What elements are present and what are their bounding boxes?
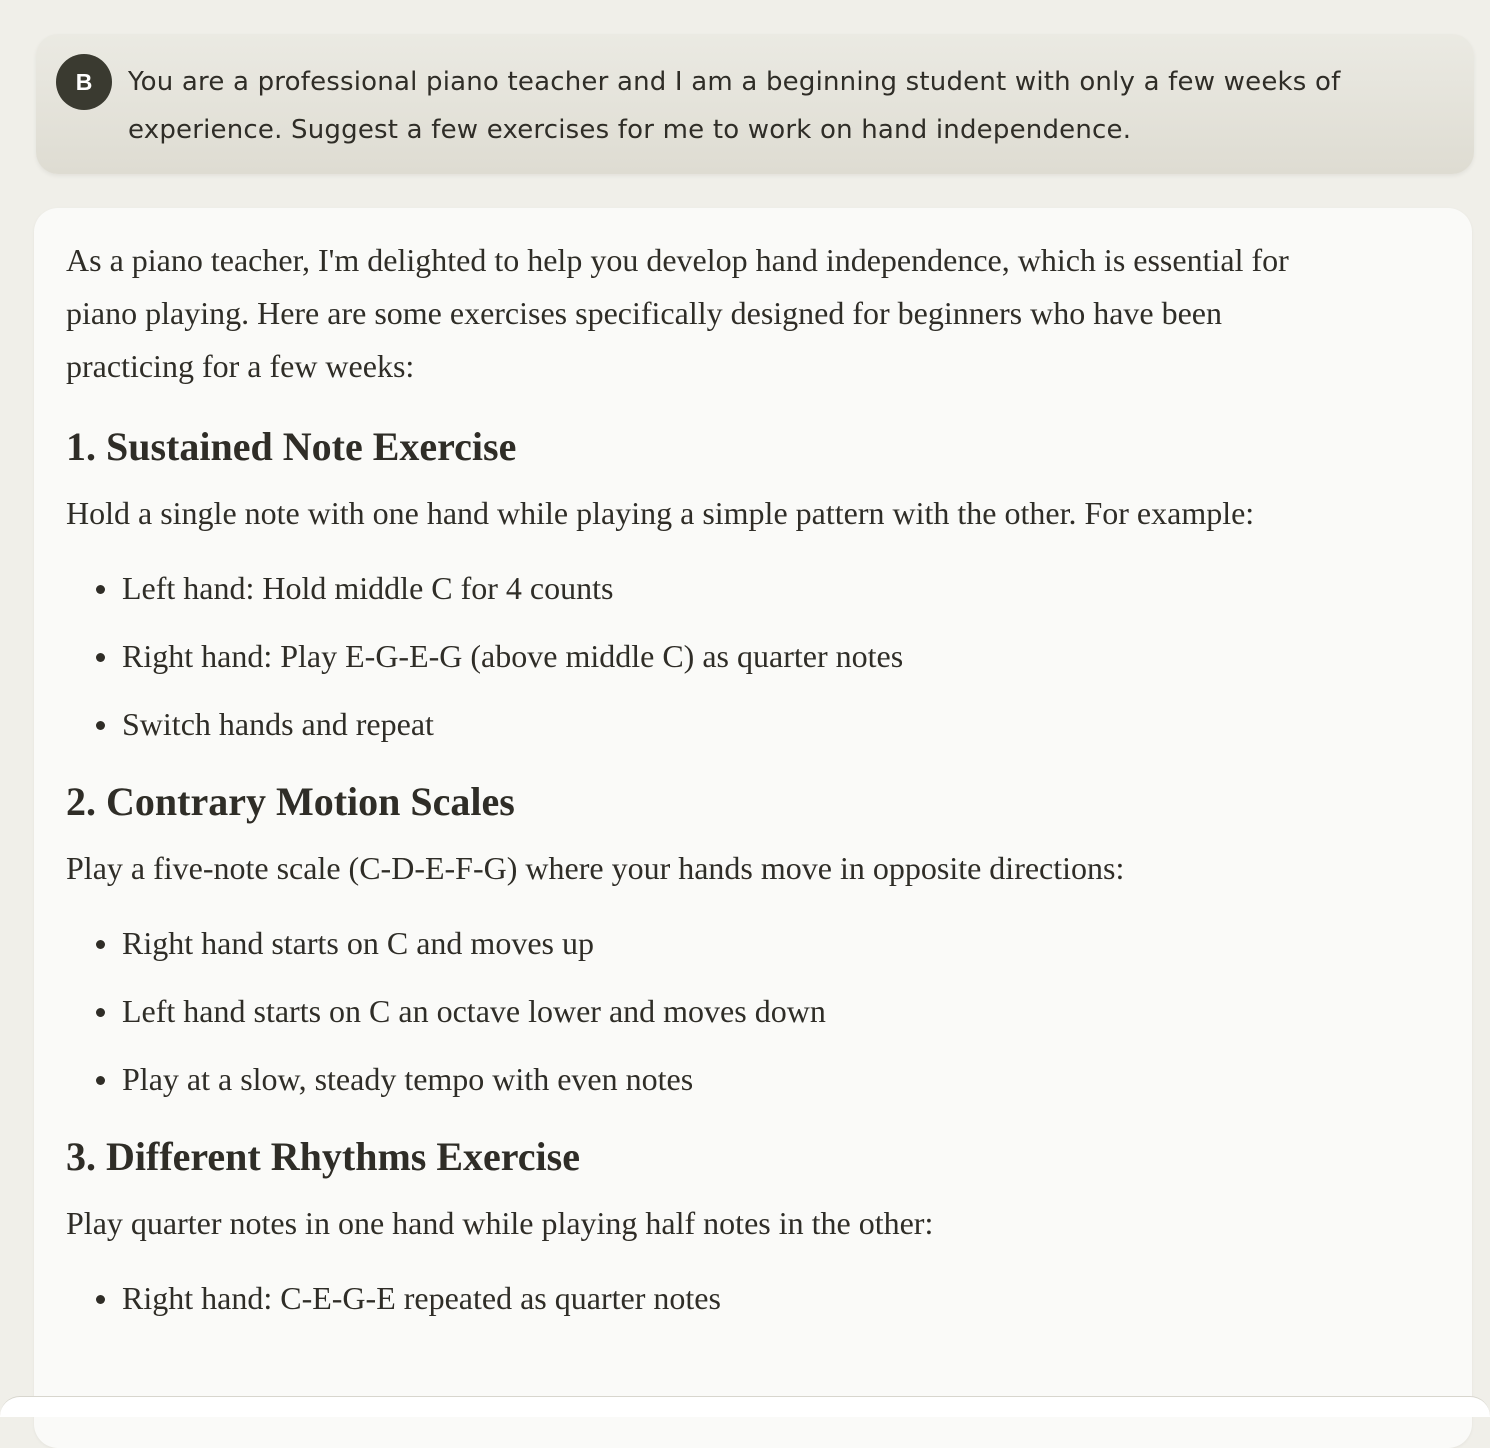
- bullet-icon: [96, 1076, 105, 1085]
- user-message-text: You are a professional piano teacher and I am a beginning student with only a few weeks of experience. Suggest a few exercises for me to work on hand independence.: [128, 67, 1341, 145]
- list-item-text: Right hand: Play E-G-E-G (above middle C) as quarter notes: [122, 638, 904, 674]
- bullet-icon: [96, 585, 105, 594]
- section-text-3: Play quarter notes in one hand while playing half notes in the other:: [66, 1205, 934, 1241]
- assistant-reply-content: [66, 234, 1356, 1348]
- list-item-text: Right hand: C-E-G-E repeated as quarter notes: [122, 1280, 721, 1316]
- section-heading-2: 2. Contrary Motion Scales: [66, 779, 515, 824]
- list-item: [66, 917, 1356, 969]
- bullet-icon: [96, 1008, 105, 1017]
- bullet-icon: [96, 1295, 105, 1304]
- list-item: [66, 1272, 1356, 1324]
- list-item-text: Left hand: Hold middle C for 4 counts: [122, 570, 614, 606]
- bullet-icon: [96, 721, 105, 730]
- assistant-reply: [34, 208, 1472, 1448]
- list-item: [66, 562, 1356, 614]
- list-item: [66, 630, 1356, 682]
- section-heading-1: 1. Sustained Note Exercise: [66, 424, 517, 469]
- user-message: [36, 34, 1474, 174]
- list-item: [66, 698, 1356, 750]
- message-input-box[interactable]: [0, 1396, 1490, 1417]
- reply-intro: As a piano teacher, I'm delighted to help you develop hand independence, which is essential for piano playing. Here are some exercises specifically designed for beginners who have been practicing for a few weeks:: [66, 242, 1289, 384]
- list-item-text: Play at a slow, steady tempo with even notes: [122, 1061, 694, 1097]
- section-text-2: Play a five-note scale (C-D-E-F-G) where your hands move in opposite directions:: [66, 850, 1125, 886]
- section-list-2: [66, 917, 1356, 1105]
- list-item-text: Right hand starts on C and moves up: [122, 925, 594, 961]
- section-text-1: Hold a single note with one hand while playing a simple pattern with the other. For example:: [66, 495, 1255, 531]
- list-item: [66, 1053, 1356, 1105]
- bullet-icon: [96, 940, 105, 949]
- list-item: [66, 985, 1356, 1037]
- section-heading-3: 3. Different Rhythms Exercise: [66, 1134, 580, 1179]
- list-item-text: Switch hands and repeat: [122, 706, 434, 742]
- user-avatar[interactable]: B: [56, 54, 112, 110]
- section-list-3: [66, 1272, 1356, 1324]
- bullet-icon: [96, 653, 105, 662]
- section-list-1: [66, 562, 1356, 750]
- list-item-text: Left hand starts on C an octave lower and moves down: [122, 993, 826, 1029]
